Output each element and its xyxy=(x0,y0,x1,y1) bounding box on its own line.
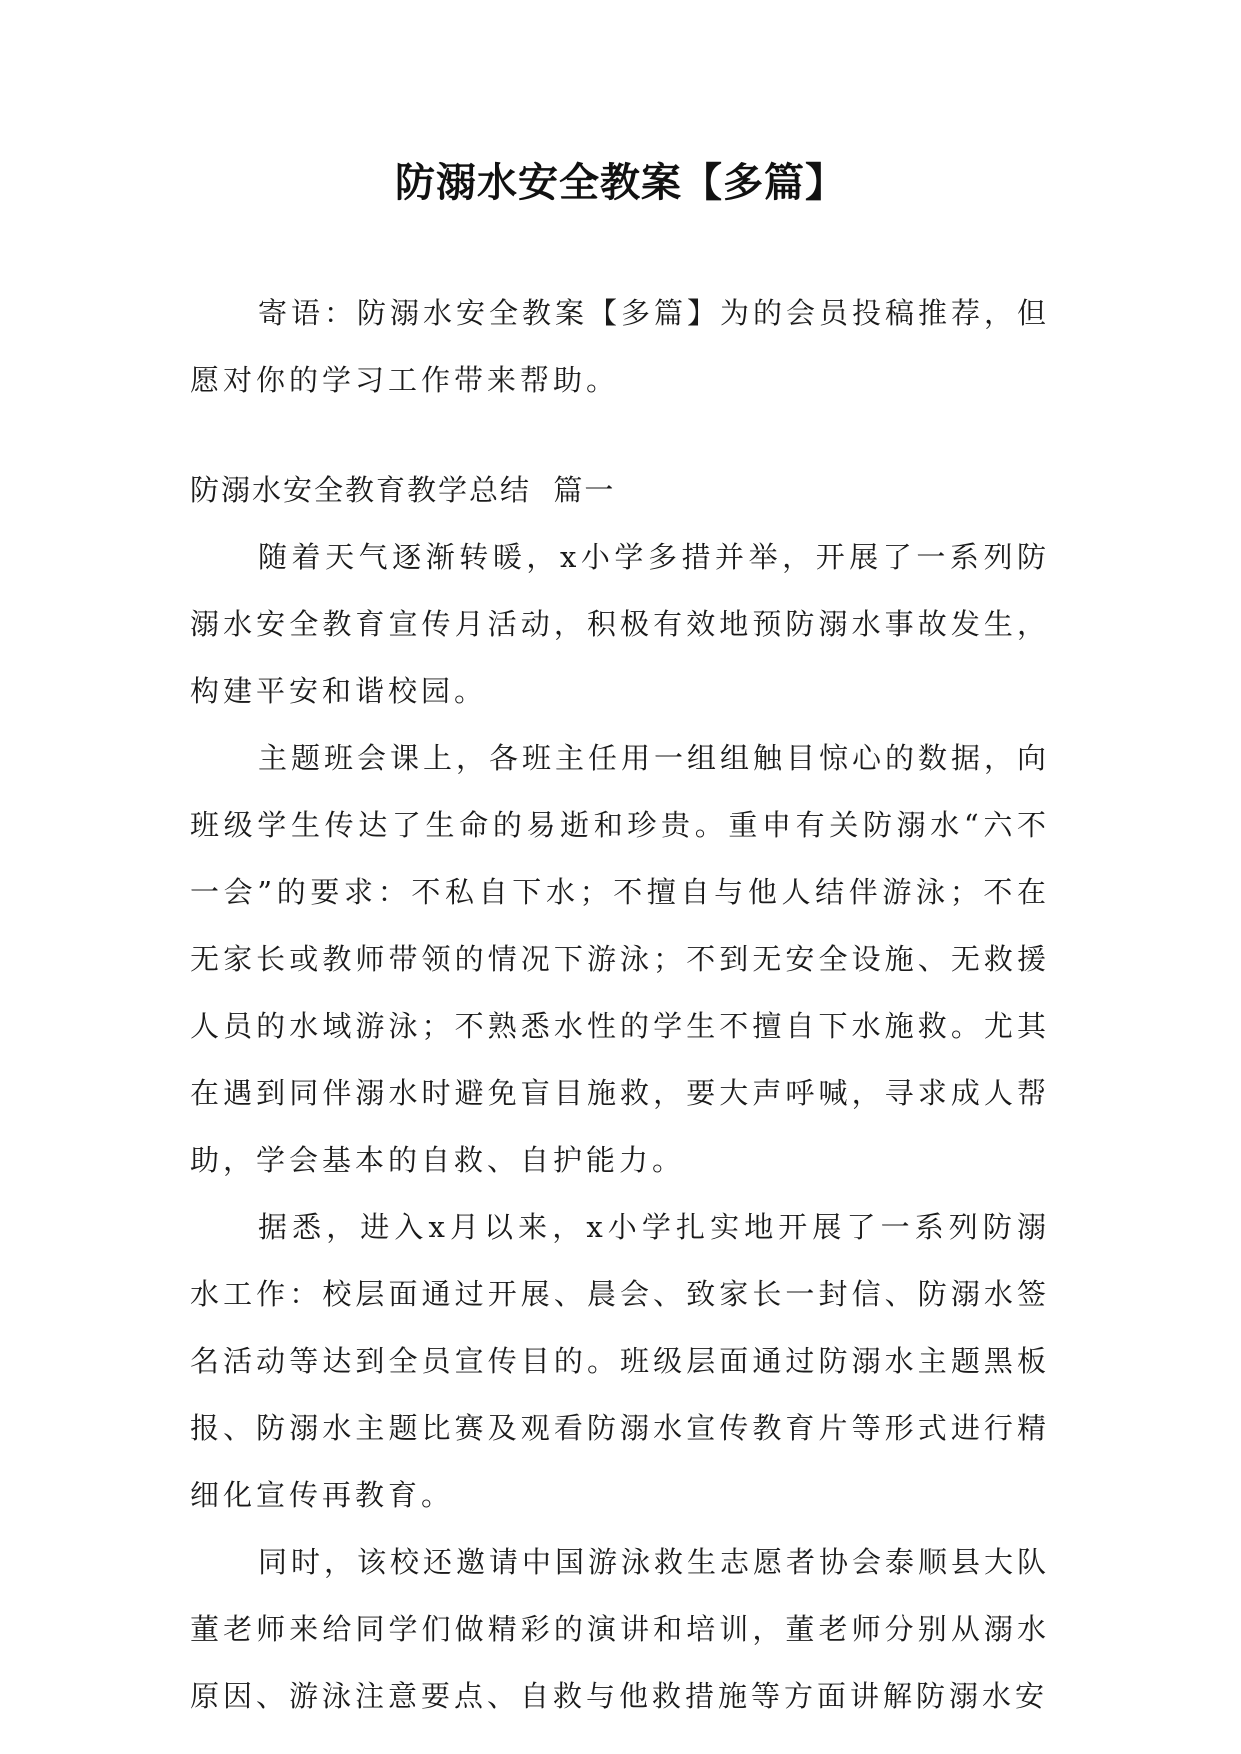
paragraph-1: 随着天气逐渐转暖，x小学多措并举，开展了一系列防溺水安全教育宣传月活动，积极有效地预防溺水事故发生，构建平安和谐校园。 xyxy=(190,540,1050,708)
intro-paragraph: 寄语：防溺水安全教案【多篇】为的会员投稿推荐，但愿对你的学习工作带来帮助。 xyxy=(190,296,1051,397)
paragraph-4: 同时，该校还邀请中国游泳救生志愿者协会泰顺县大队董老师来给同学们做精彩的演讲和培训，董老师分别从溺水原因、游泳注意要点、自救与他救措施等方面讲解防溺水安 xyxy=(190,1545,1051,1713)
intro-block xyxy=(190,280,1050,414)
paragraph-2: 主题班会课上，各班主任用一组组触目惊心的数据，向班级学生传达了生命的易逝和珍贵。重申有关防溺水“六不一会”的要求：不私自下水；不擅自与他人结伴游泳；不在无家长或教师带领的情况下游泳；不到无安全设施、无救援人员的水域游泳；不熟悉水性的学生不擅自下水施救。尤其在遇到同伴溺水时避免盲目施救，要大声呼喊，寻求成人帮助，学会基本的自救、自护能力。 xyxy=(190,741,1051,1177)
section-one xyxy=(190,457,1050,1730)
section-heading: 防溺水安全教育教学总结 篇一 xyxy=(190,473,616,507)
document-title: 防溺水安全教案【多篇】 xyxy=(395,159,846,206)
paragraph-3: 据悉，进入x月以来，x小学扎实地开展了一系列防溺水工作：校层面通过开展、晨会、致家长一封信、防溺水签名活动等达到全员宣传目的。班级层面通过防溺水主题黑板报、防溺水主题比赛及观看防溺水宣传教育片等形式进行精细化宣传再教育。 xyxy=(190,1210,1050,1512)
